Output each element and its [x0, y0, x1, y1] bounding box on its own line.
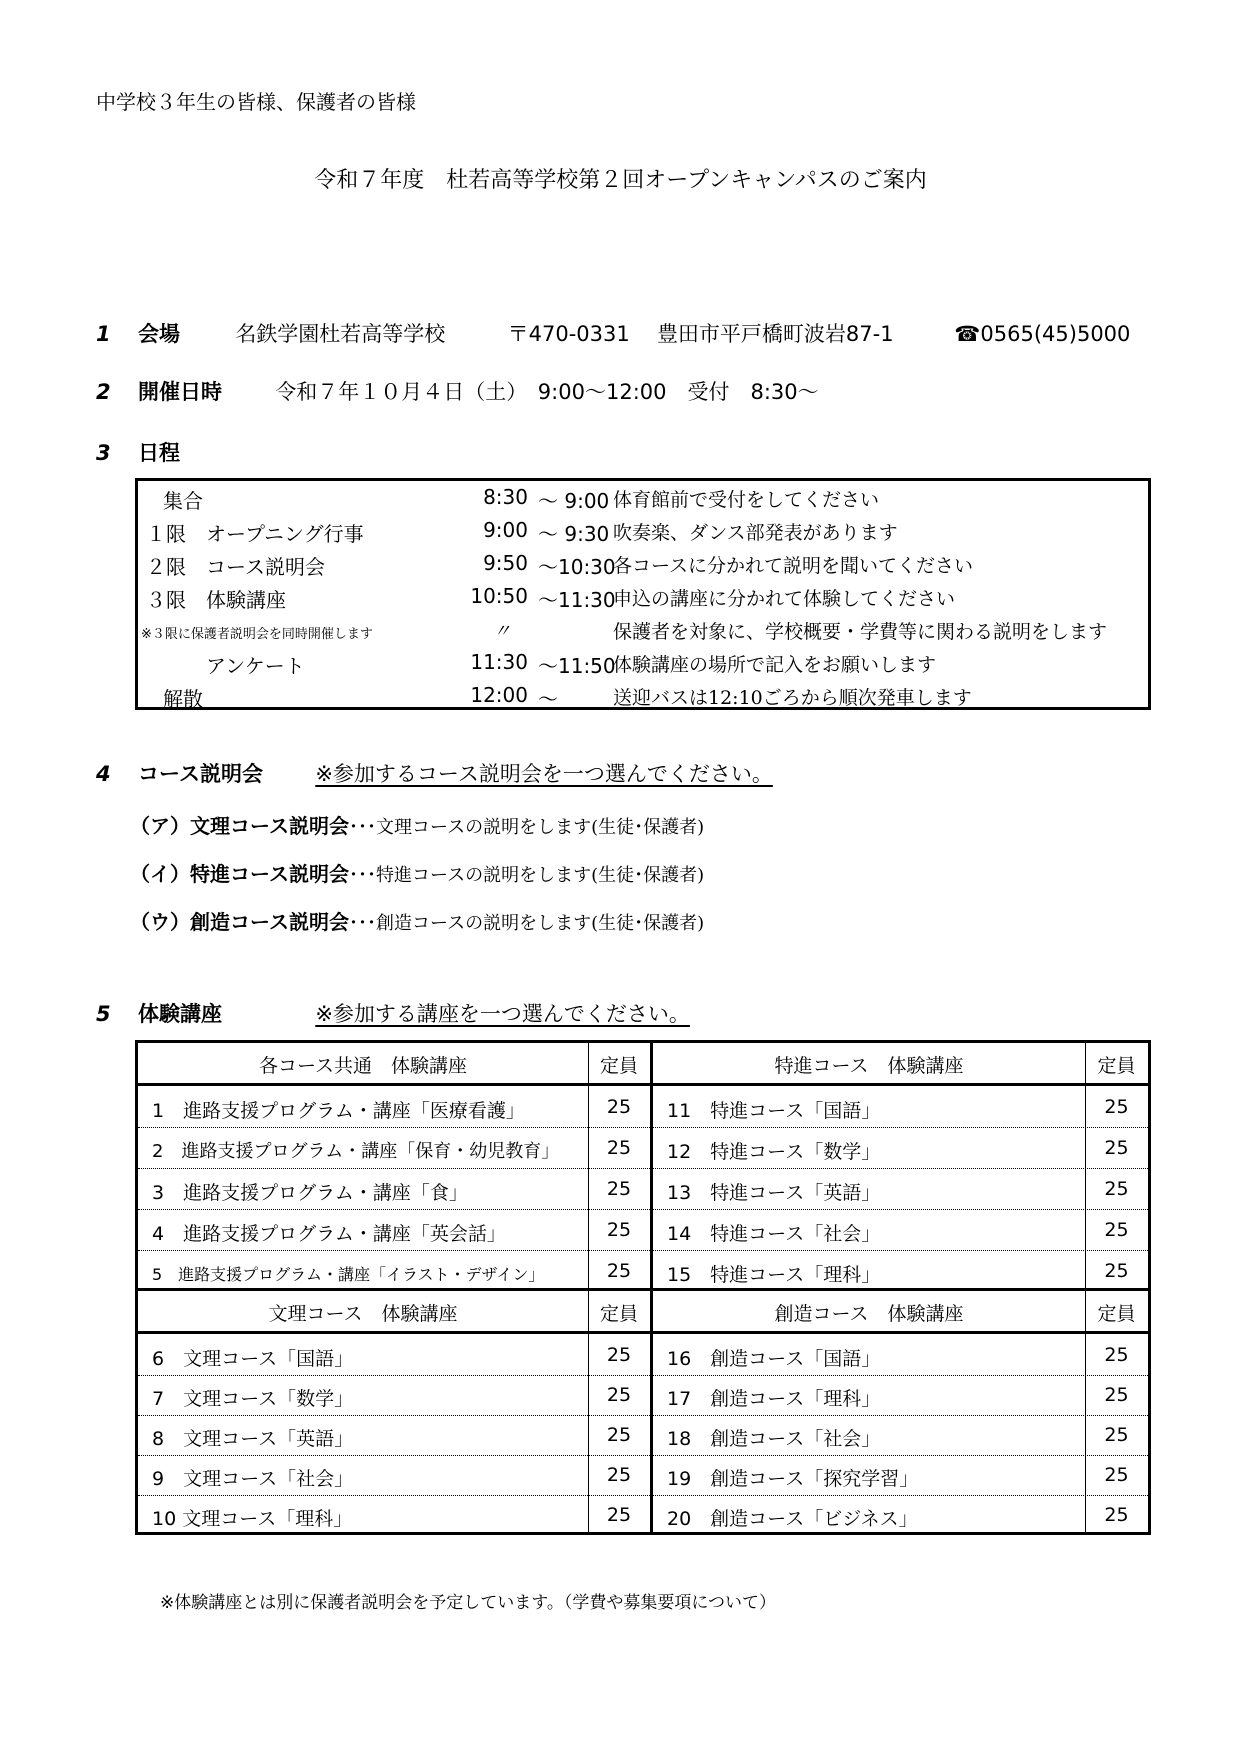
workshop-block-header: [653, 1043, 1148, 1086]
schedule-item: 解散: [163, 687, 203, 711]
workshop-capacity: 25: [1104, 1178, 1129, 1200]
schedule-description: 保護者を対象に、学校概要・学費等に関わる説明をします: [613, 621, 1108, 643]
address: 豊田市平戸橋町波岩87-1: [656, 322, 894, 346]
start-time: 10:50: [470, 584, 528, 608]
workshop-name: 9 文理コース「社会」: [152, 1468, 354, 1490]
schedule-table: [135, 478, 1151, 710]
schedule-description: 吹奏楽、ダンス部発表があります: [613, 522, 898, 544]
end-time: 〜11:30: [538, 588, 616, 612]
workshop-capacity: 25: [1104, 1096, 1129, 1118]
section-label: 日程: [138, 441, 180, 465]
workshop-block-tokushin: [653, 1043, 1148, 1288]
schedule-row: [138, 547, 1148, 580]
workshop-capacity: 25: [1104, 1424, 1129, 1446]
workshop-name: 17 創造コース「理科」: [667, 1388, 881, 1410]
workshop-capacity: 25: [606, 1504, 632, 1526]
schedule-description: 各コースに分かれて説明を聞いてください: [613, 555, 974, 577]
workshop-name: 18 創造コース「社会」: [667, 1428, 881, 1450]
course-option-label: （イ）特進コース説明会: [130, 862, 349, 886]
workshop-name: 2 進路支援プログラム・講座「保育・幼児教育」: [152, 1141, 560, 1162]
workshop-block-bunri: [138, 1288, 650, 1535]
workshop-row: [138, 1168, 650, 1210]
workshop-capacity: 25: [606, 1424, 632, 1446]
workshop-table: [135, 1040, 1151, 1535]
capacity-header: 定員: [1097, 1303, 1136, 1325]
workshop-row: [653, 1334, 1148, 1376]
workshop-block-title: 創造コース 体験講座: [774, 1303, 964, 1325]
ditto-mark: 〃: [493, 621, 511, 642]
workshop-table-right: [653, 1043, 1148, 1532]
course-option: [130, 906, 704, 935]
schedule-row: [138, 514, 1148, 547]
workshop-row: [653, 1209, 1148, 1251]
workshop-capacity: 25: [606, 1096, 632, 1118]
workshop-capacity: 25: [606, 1219, 632, 1241]
workshop-row: [138, 1494, 650, 1535]
schedule-item: アンケート: [206, 654, 305, 678]
workshop-row: [653, 1086, 1148, 1128]
section-label: 会場: [138, 322, 180, 346]
start-time: 11:30: [470, 650, 528, 674]
schedule-row: [138, 613, 1148, 646]
workshop-capacity: 25: [1104, 1260, 1129, 1282]
workshop-name: 4 進路支援プログラム・講座「英会話」: [152, 1223, 506, 1245]
workshop-block-common: [138, 1043, 650, 1288]
workshop-name: 15 特進コース「理科」: [667, 1264, 881, 1286]
workshop-row: [653, 1127, 1148, 1169]
workshop-row: [653, 1494, 1148, 1535]
workshop-row: [138, 1414, 650, 1456]
workshop-block-header: [138, 1043, 650, 1086]
workshop-name: 16 創造コース「国語」: [667, 1348, 881, 1370]
footnote: ※体験講座とは別に保護者説明会を予定しています。（学費や募集要項について）: [160, 1593, 777, 1613]
end-time: 〜10:30: [538, 555, 616, 579]
workshop-row: [138, 1127, 650, 1169]
schedule-item: 集合: [163, 489, 203, 513]
end-time: 〜 9:00: [538, 489, 610, 513]
workshop-capacity: 25: [606, 1344, 632, 1366]
workshop-block-header: [653, 1291, 1148, 1334]
section-number: 5: [96, 1002, 111, 1026]
capacity-header: 定員: [599, 1303, 638, 1325]
section-workshops: [96, 998, 690, 1028]
course-option-label: （ウ）創造コース説明会: [130, 910, 349, 934]
workshop-capacity: 25: [1104, 1384, 1129, 1406]
workshop-table-left: [138, 1043, 653, 1532]
postal-code: 〒470-0331: [507, 322, 630, 346]
schedule-item: ２限 コース説明会: [146, 555, 325, 579]
workshop-row: [653, 1250, 1148, 1291]
workshop-name: 8 文理コース「英語」: [152, 1428, 354, 1450]
course-option-description: ･･･特進コースの説明をします(生徒･保護者): [349, 865, 705, 886]
schedule-description: 送迎バスは12:10ごろから順次発車します: [613, 687, 972, 709]
workshop-capacity: 25: [606, 1384, 632, 1406]
schedule-note: ※３限に保護者説明会を同時開催します: [141, 627, 373, 642]
schedule-description: 体育館前で受付をしてください: [613, 489, 880, 511]
section-venue: [96, 318, 1130, 348]
schedule-description: 体験講座の場所で記入をお願いします: [613, 654, 937, 676]
workshop-block-souzou: [653, 1288, 1148, 1535]
page-title: 令和７年度 杜若高等学校第２回オープンキャンパスのご案内: [314, 168, 927, 193]
workshop-capacity: 25: [1104, 1504, 1129, 1526]
course-option-label: （ア）文理コース説明会: [130, 814, 349, 838]
start-time: 12:00: [470, 683, 528, 707]
workshop-name: 11 特進コース「国語」: [667, 1100, 881, 1122]
workshop-block-header: [138, 1291, 650, 1334]
schedule-item: ３限 体験講座: [146, 588, 286, 612]
workshop-instruction: ※参加する講座を一つ選んでください。: [315, 1002, 690, 1026]
course-option-description: ･･･文理コースの説明をします(生徒･保護者): [349, 817, 705, 838]
section-date: [96, 376, 819, 406]
start-time: 8:30: [483, 485, 528, 509]
workshop-capacity: 25: [606, 1260, 632, 1282]
schedule-row: [138, 481, 1148, 514]
workshop-name: 1 進路支援プログラム・講座「医療看護」: [152, 1100, 525, 1122]
course-option-description: ･･･創造コースの説明をします(生徒･保護者): [349, 913, 705, 934]
workshop-row: [138, 1374, 650, 1416]
section-label: コース説明会: [138, 762, 263, 786]
workshop-row: [138, 1250, 650, 1291]
salutation: 中学校３年生の皆様、保護者の皆様: [96, 90, 416, 114]
section-label: 開催日時: [138, 380, 222, 404]
workshop-block-title: 特進コース 体験講座: [774, 1055, 964, 1077]
section-label: 体験講座: [138, 1002, 222, 1026]
section-number: 4: [96, 762, 111, 786]
workshop-row: [653, 1454, 1148, 1496]
capacity-header: 定員: [599, 1055, 638, 1077]
start-time: 9:00: [483, 518, 528, 542]
workshop-block-title: 各コース共通 体験講座: [258, 1055, 468, 1077]
end-time: 〜: [538, 687, 558, 711]
workshop-capacity: 25: [1104, 1344, 1129, 1366]
workshop-capacity: 25: [1104, 1464, 1129, 1486]
workshop-name: 14 特進コース「社会」: [667, 1223, 881, 1245]
workshop-block-title: 文理コース 体験講座: [268, 1303, 458, 1325]
workshop-row: [138, 1209, 650, 1251]
section-courses: [96, 758, 773, 788]
workshop-row: [653, 1374, 1148, 1416]
workshop-name: 13 特進コース「英語」: [667, 1182, 881, 1204]
workshop-row: [138, 1086, 650, 1128]
course-instruction: ※参加するコース説明会を一つ選んでください。: [315, 762, 773, 786]
end-time: 〜 9:30: [538, 522, 610, 546]
event-datetime: 令和７年１０月４日（土） 9:00〜12:00 受付 8:30〜: [275, 380, 819, 404]
workshop-name: 5 進路支援プログラム・講座「イラスト・デザイン」: [152, 1265, 545, 1284]
phone-number: ☎0565(45)5000: [954, 322, 1131, 346]
capacity-header: 定員: [1097, 1055, 1136, 1077]
schedule-row: [138, 679, 1148, 712]
start-time: 9:50: [483, 551, 528, 575]
schedule-description: 申込の講座に分かれて体験してください: [613, 588, 956, 610]
end-time: 〜11:50: [538, 654, 616, 678]
workshop-capacity: 25: [606, 1464, 632, 1486]
workshop-row: [138, 1334, 650, 1376]
schedule-row: [138, 646, 1148, 679]
workshop-name: 19 創造コース「探究学習」: [667, 1468, 919, 1490]
workshop-capacity: 25: [1104, 1137, 1129, 1159]
venue-name: 名鉄学園杜若高等学校: [235, 322, 446, 346]
workshop-capacity: 25: [1104, 1219, 1129, 1241]
workshop-capacity: 25: [606, 1137, 632, 1159]
schedule-row: [138, 580, 1148, 613]
section-number: 1: [96, 322, 111, 346]
workshop-name: 3 進路支援プログラム・講座「食」: [152, 1182, 468, 1204]
workshop-name: 7 文理コース「数学」: [152, 1388, 354, 1410]
workshop-name: 12 特進コース「数学」: [667, 1141, 881, 1163]
workshop-capacity: 25: [606, 1178, 632, 1200]
workshop-row: [653, 1168, 1148, 1210]
section-schedule: [96, 437, 180, 467]
workshop-name: 6 文理コース「国語」: [152, 1348, 354, 1370]
workshop-row: [653, 1414, 1148, 1456]
section-number: 2: [96, 380, 111, 404]
workshop-row: [138, 1454, 650, 1496]
course-option: [130, 858, 704, 887]
schedule-item: １限 オープニング行事: [146, 522, 364, 546]
section-number: 3: [96, 441, 111, 465]
workshop-name: 10 文理コース「理科」: [152, 1508, 353, 1530]
course-option: [130, 810, 704, 839]
workshop-name: 20 創造コース「ビジネス」: [667, 1508, 918, 1530]
